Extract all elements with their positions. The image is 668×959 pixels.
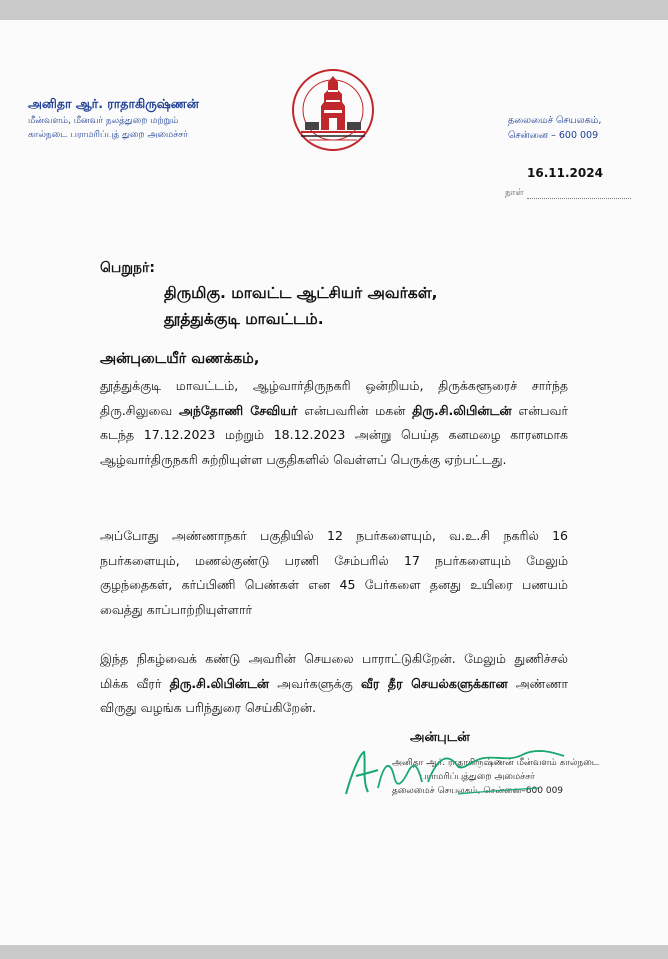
paragraph-1-text-a: தூத்துக்குடி மாவட்டம், ஆழ்வார்திருநகரி ஒன்றியம், திருக்களூரைச் சார்ந்த திரு.சிலுவை — [100, 378, 568, 418]
date-label: நாள் — [505, 188, 524, 198]
letter-date: 16.11.2024 — [527, 166, 603, 180]
paragraph-1-bold-son-name: திரு.சி.லிபின்டன் — [412, 402, 512, 418]
closing-text: அன்புடன் — [410, 730, 470, 745]
stamp-line2: பராமரிப்புத்துறை அமைச்சர் — [420, 772, 535, 782]
sender-block — [28, 96, 199, 141]
sender-portfolio-line2: கால்நடை பராமரிப்புத் துறை அமைச்சர் — [28, 130, 188, 140]
stamp-line1: அனிதா ஆர். ராதாகிருஷ்ணன் மீன்வளம் கால்நடை — [392, 758, 599, 768]
handwritten-signature — [338, 742, 578, 812]
paragraph-1-text-b: என்பவரின் மகன் — [297, 402, 413, 418]
paragraph-3-bold-name: திரு.சி.லிபின்டன் — [169, 675, 270, 691]
office-address — [508, 113, 601, 143]
recipient-line2: தூத்துக்குடி மாவட்டம். — [164, 310, 324, 328]
date-blank-line — [527, 190, 631, 199]
paragraph-1-text-c: என்பவர் கடந்த 17.12.2023 மற்றும் 18.12.2023 அன்று பெய்த கனமழை காரனமாக ஆழ்வார்திருநகரி சுற்றியுள்ள பகுதிகளில் வெள்ளப் பெருக்கு ஏற்பட்டது. — [100, 402, 569, 467]
date-field — [505, 188, 631, 199]
address-line1: தலைமைச் செயலகம், — [508, 115, 602, 126]
paragraph-2: அப்போது அண்ணாநகர் பகுதியில் 12 நபர்களையும், வ.உ.சி நகரில் 16 நபர்களையும், மணல்குண்டு பரணி சேம்பரில் 17 நபர்களையும் மேலும் குழந்தைகள், கர்ப்பிணி பெண்கள் என 45 பேர்களை தனது உயிரை பணயம் வைத்து காப்பாற்றியுள்ளார் — [100, 528, 568, 617]
sender-name: அனிதா ஆர். ராதாகிருஷ்ணன் — [28, 96, 199, 111]
paragraph-1 — [100, 374, 568, 472]
letter-page — [0, 20, 668, 945]
sender-portfolio-line1: மீன்வளம், மீனவர் நலத்துறை மற்றும் — [28, 116, 179, 126]
salutation: அன்புடையீர் வணக்கம், — [100, 351, 260, 367]
recipient-line1: திருமிகு. மாவட்ட ஆட்சியர் அவர்கள், — [164, 284, 438, 302]
paragraph-1-bold-name: அந்தோணி சேவியர் — [179, 402, 298, 418]
recipient-label: பெறுநர்: — [100, 260, 155, 276]
paragraph-3-text-c: அண்ணா விருது வழங்க பரிந்துரை செய்கிறேன். — [100, 675, 569, 715]
tamil-nadu-emblem-icon — [291, 66, 375, 166]
paragraph-3-text-a: இந்த நிகழ்வைக் கண்டு அவரின் செயலை பாராட்டுகிறேன். மேலும் துணிச்சல் மிக்க வீரர் — [100, 651, 568, 691]
paragraph-3-bold-award: வீர தீர செயல்களுக்கான — [360, 675, 508, 691]
address-line2: சென்னை – 600 009 — [508, 130, 599, 141]
paragraph-3-text-b: அவர்களுக்கு — [269, 675, 361, 691]
stamp-line3: தலைமைச் செயலகம், சென்னை–600 009 — [392, 786, 564, 796]
paragraph-3 — [100, 647, 568, 721]
